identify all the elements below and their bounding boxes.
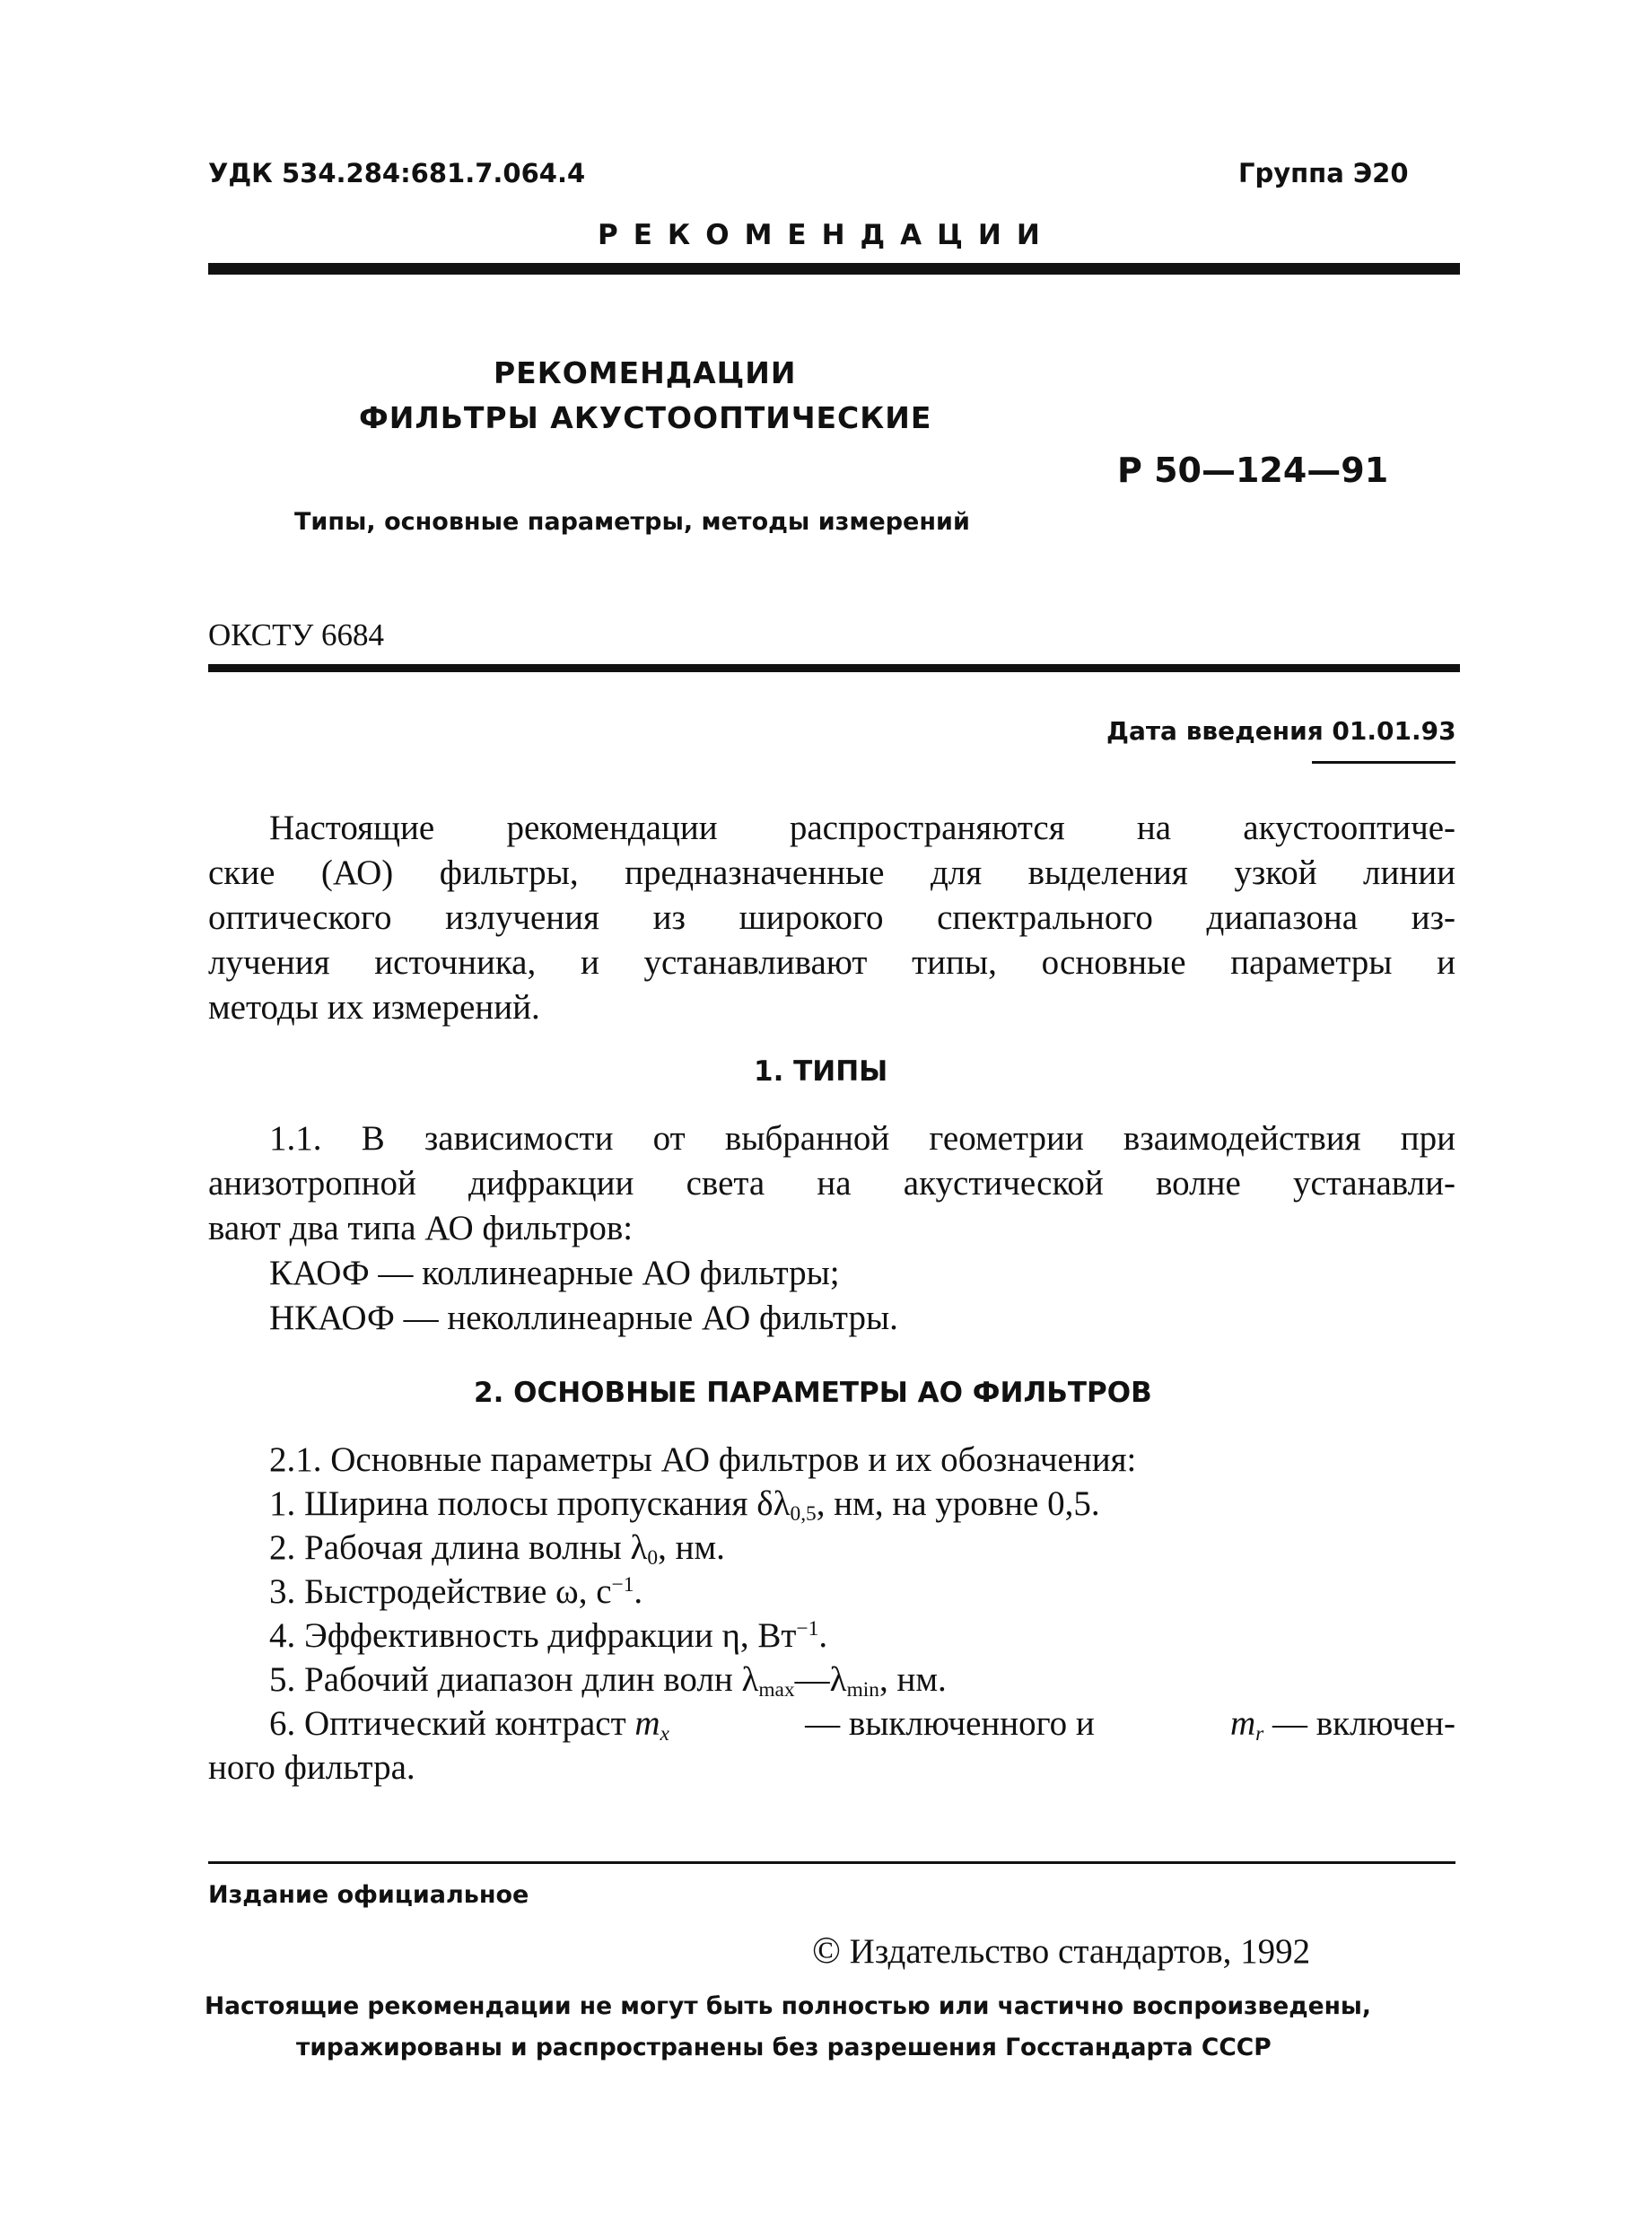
group-code: Группа Э20 — [1238, 158, 1409, 188]
section-2-heading: 2. ОСНОВНЫЕ ПАРАМЕТРЫ АО ФИЛЬТРОВ — [474, 1377, 1152, 1409]
parameter-item-6-continued: ного фильтра. — [208, 1748, 415, 1787]
parameters-intro: 2.1. Основные параметры АО фильтров и их обозначения: — [269, 1440, 1137, 1479]
title-line-2: ФИЛЬТРЫ АКУСТООПТИЧЕСКИЕ — [359, 400, 932, 435]
parameter-item-1: 1. Ширина полосы пропускания $\delta\lambda_{0,5}$, нм, на уровне 0,5. — [269, 1484, 1100, 1526]
intro-line: оптического излучения из широкого спектрального диапазона из- — [208, 898, 1455, 937]
title-subtitle: Типы, основные параметры, методы измерений — [294, 508, 970, 536]
udk-code: УДК 534.284:681.7.064.4 — [208, 158, 586, 188]
document-designation: Р 50—124—91 — [1117, 451, 1389, 490]
category-heading: РЕКОМЕНДАЦИИ — [598, 219, 1055, 251]
type-kaof: КАОФ — коллинеарные АО фильтры; — [269, 1254, 840, 1292]
reproduction-notice-line-1: Настоящие рекомендации не могут быть полностью или частично воспроизведены, — [205, 1992, 1371, 2020]
okstu-rule — [208, 664, 1460, 672]
section-1-line: вают два типа АО фильтров: — [208, 1209, 634, 1247]
reproduction-notice-line-2: тиражированы и распространены без разрешения Госстандарта СССР — [296, 2034, 1272, 2061]
section-1-line: 1.1. В зависимости от выбранной геометрии взаимодействия при — [269, 1119, 1455, 1158]
intro-line: лучения источника, и устанавливают типы, основные параметры и — [208, 943, 1455, 982]
parameter-item-4: 4. Эффективность дифракции η, $Вт^{-1}$. — [269, 1616, 828, 1655]
date-underline — [1312, 761, 1455, 764]
section-1-heading: 1. ТИПЫ — [754, 1055, 888, 1088]
parameter-item-3: 3. Быстродействие ω, $с^{-1}$. — [269, 1572, 643, 1611]
copyright-icon: © — [812, 1930, 841, 1972]
copyright-line: © Издательство стандартов, 1992 — [812, 1930, 1311, 1972]
parameter-item-6: 6. Оптический контраст $m_x$ — выключенного и $m_r$ — включен- — [269, 1704, 1455, 1746]
edition-label: Издание официальное — [208, 1881, 529, 1909]
intro-line: ские (АО) фильтры, предназначенные для выделения узкой линии — [208, 853, 1455, 892]
introduction-date: Дата введения 01.01.93 — [1106, 716, 1456, 746]
footer-rule — [208, 1861, 1455, 1864]
header-rule — [208, 263, 1460, 275]
type-nkaof: НКАОФ — неколлинеарные АО фильтры. — [269, 1299, 898, 1337]
intro-line: методы их измерений. — [208, 988, 540, 1027]
section-1-line: анизотропной дифракции света на акустической волне устанавли- — [208, 1164, 1455, 1203]
okstu-code: ОКСТУ 6684 — [208, 617, 385, 652]
intro-line: Настоящие рекомендации распространяются на акустооптиче- — [269, 809, 1455, 847]
title-line-1: РЕКОМЕНДАЦИИ — [494, 355, 797, 390]
parameter-item-5: 5. Рабочий диапазон длин волн $\lambda_{max}—\lambda_{min}$, нм. — [269, 1660, 947, 1702]
parameter-item-2: 2. Рабочая длина волны $\lambda_0$, нм. — [269, 1528, 725, 1570]
